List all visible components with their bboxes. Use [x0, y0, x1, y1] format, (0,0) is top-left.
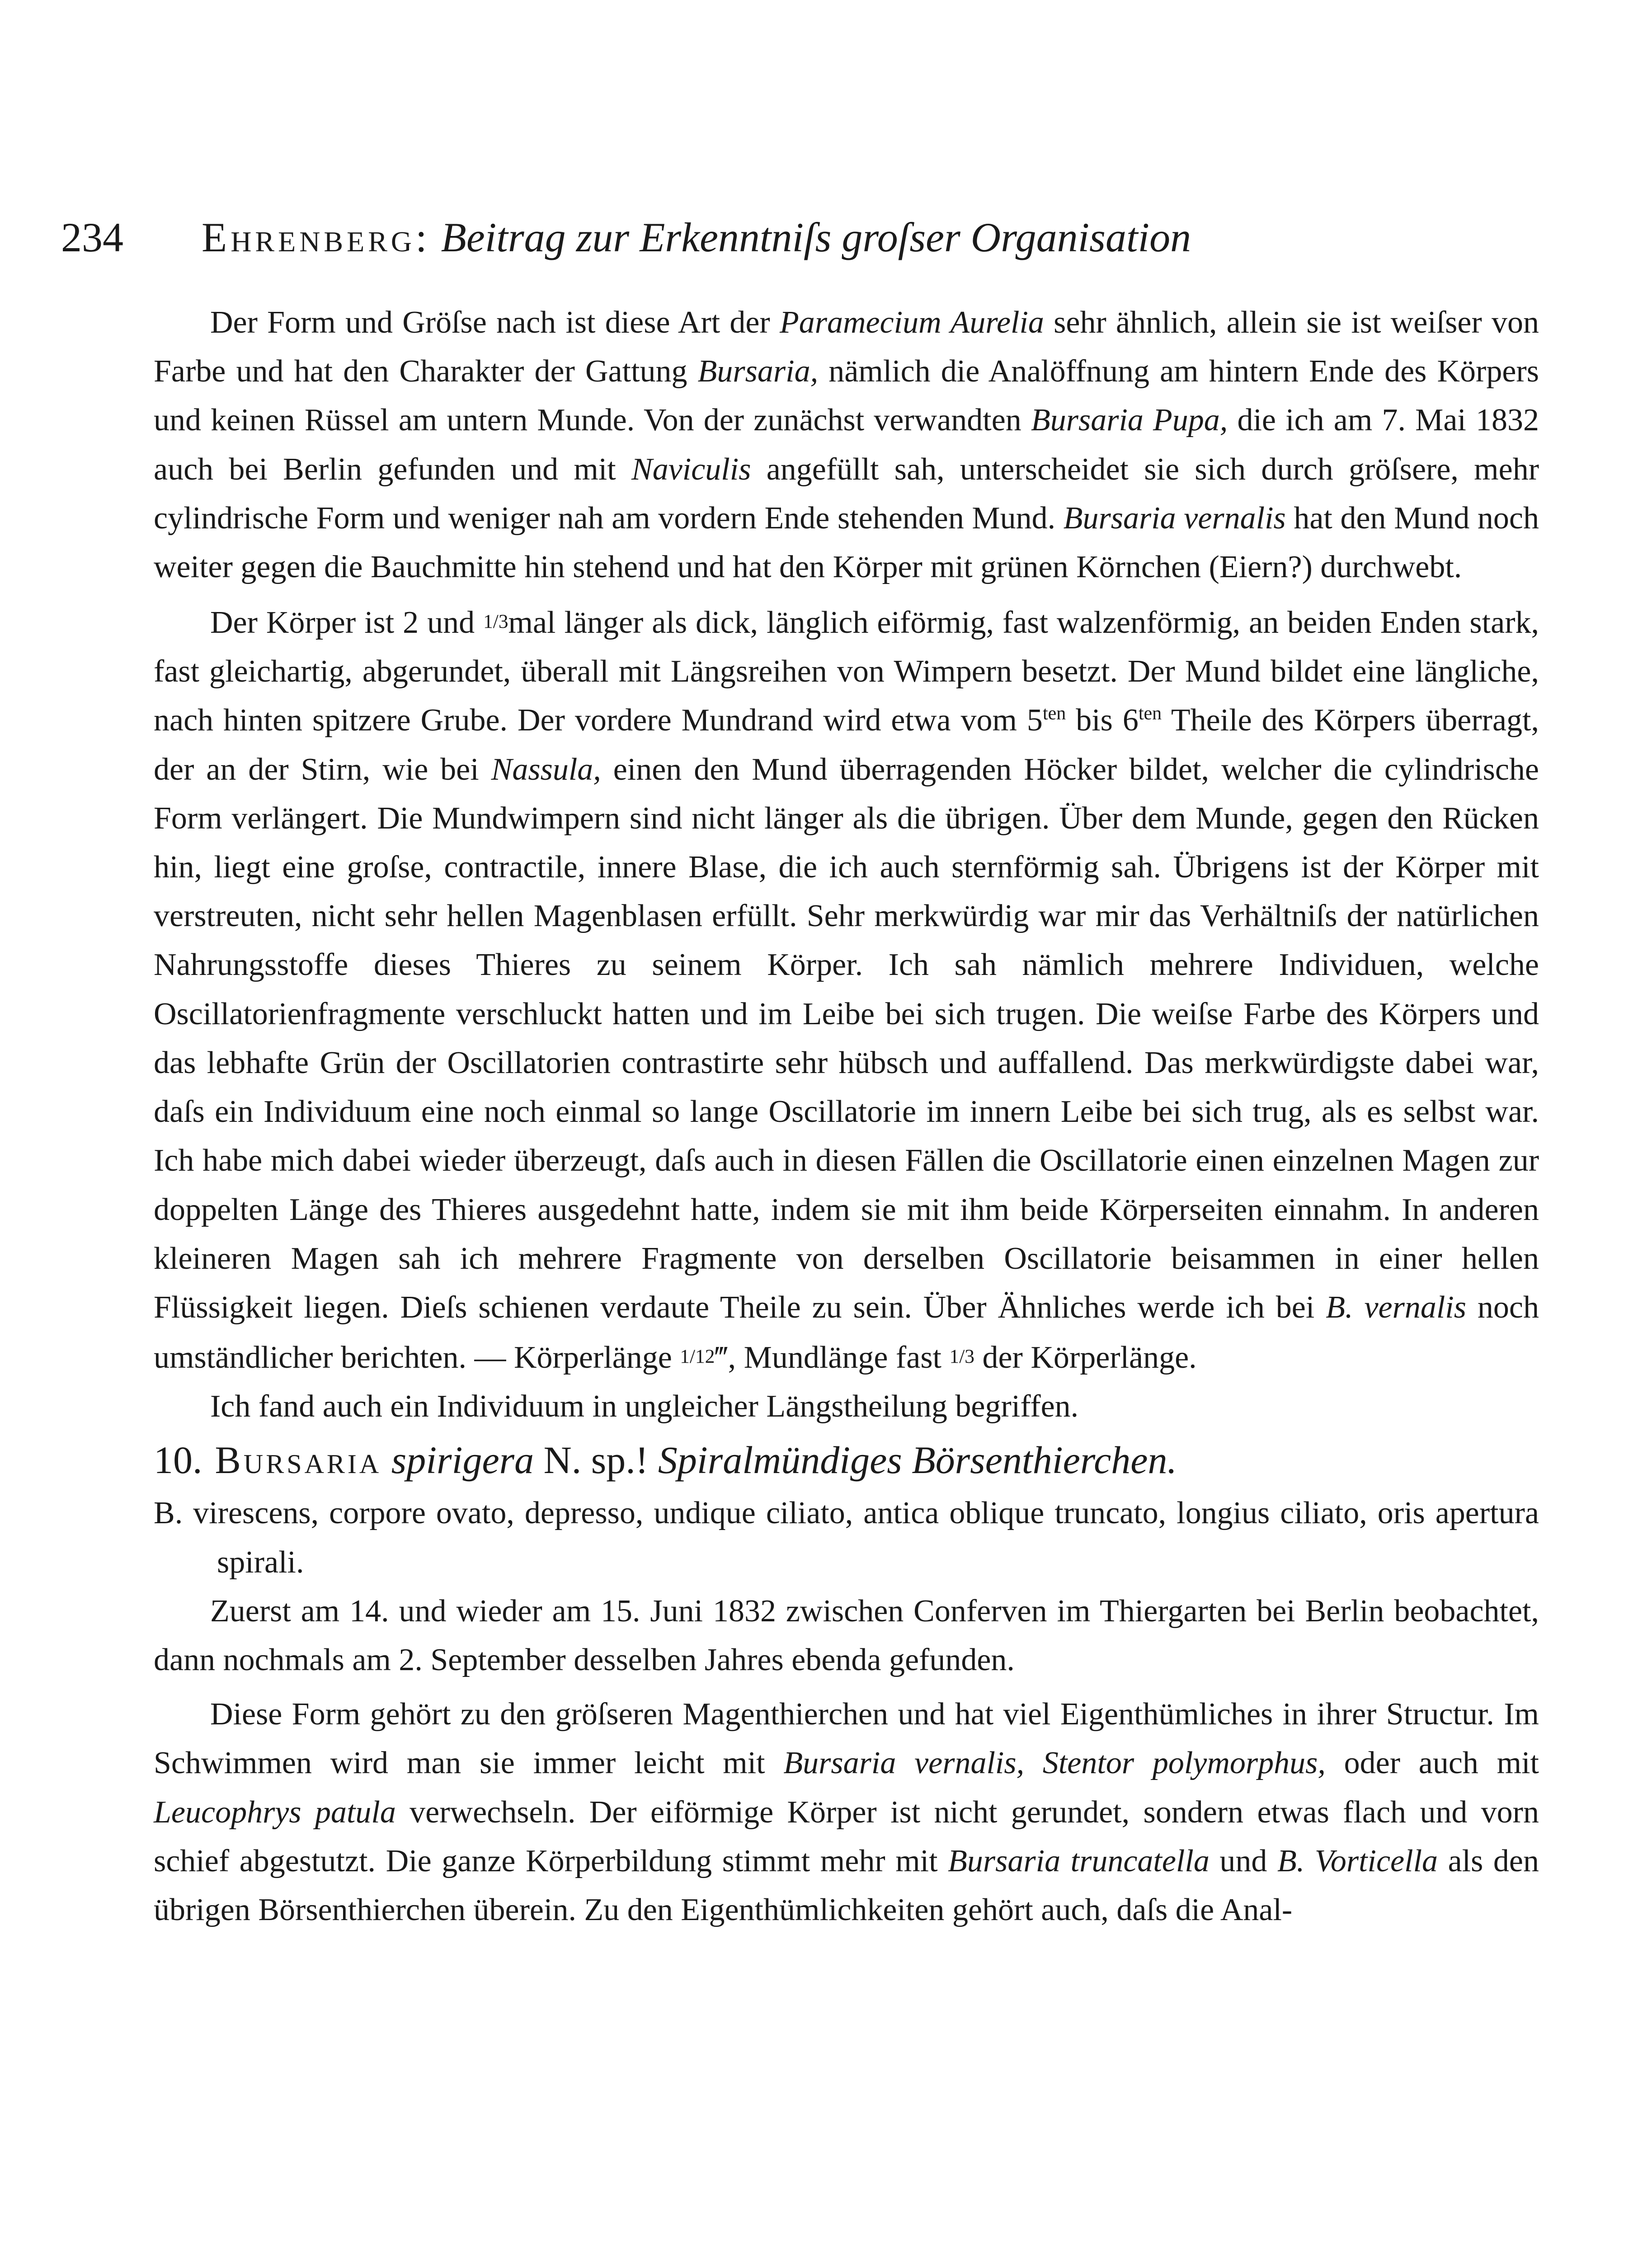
text-run: hat den Mund noch weiter gegen die Bauchmitte hin stehend und hat den Körper mit grünen Körnchen (Eiern?) durchwebt. [154, 500, 1539, 585]
text-run: noch umständlicher berichten. — Körperlänge [154, 1290, 1539, 1375]
species-name: Bursaria vernalis [1063, 500, 1286, 536]
text-run: mal länger als dick, länglich eiförmig, fast walzenförmig, an beiden Enden stark, fast gleichartig, abgerundet, überall mit Längsreihen von Wimpern besetzt. Der Mund bildet eine längliche, nach hinten spitzere Grube. Der vordere Mundrand wird etwa vom 5 [154, 605, 1539, 738]
text-run: der Körperlänge. [974, 1340, 1197, 1375]
fraction: 1/3 [483, 611, 508, 633]
species-name: Paramecium Aurelia [779, 305, 1044, 340]
ordinal-suffix: ten [1138, 703, 1162, 725]
header-author: Ehrenberg: [202, 214, 431, 260]
section-number: 10. [154, 1438, 202, 1482]
text-run: die ich am 7. Mai 1832 auch bei Berlin gefunden und mit [154, 403, 1539, 487]
text-run: sehr ähnlich, allein sie ist weiſser von Farbe und hat den Charakter der Gattung [154, 305, 1539, 389]
ordinal-suffix: ten [1042, 703, 1066, 725]
species-name: Naviculis [631, 452, 751, 487]
species-name: Bursaria truncatella [948, 1843, 1210, 1879]
text-run: ‴, Mundlänge fast [715, 1340, 950, 1375]
species-epithet: spirigera [391, 1438, 534, 1482]
text-run [1024, 1746, 1043, 1780]
paragraph-1 [154, 298, 1539, 592]
new-species-mark: N. sp.! [534, 1438, 658, 1482]
text-run: und [1209, 1843, 1277, 1879]
text-run: Der Form und Gröſse nach ist diese Art der [210, 305, 780, 340]
text-run: verwechseln. Der eiförmige Körper ist nicht gerundet, sondern etwas flach und vorn schief abgestutzt. Die ganze Körperbildung stimmt mehr mit [154, 1794, 1539, 1879]
header-title: Beitrag zur Erkenntniſs groſser Organisation [441, 214, 1191, 260]
text-run: Diese Form gehört zu den gröſseren Magenthierchen und hat viel Eigenthümliches in ihrer Structur. Im Schwimmen wird man sie immer leicht mit [154, 1697, 1539, 1781]
species-name: Nassula, [491, 752, 601, 787]
text-run: nämlich die Analöffnung am hintern Ende des Körpers und keinen Rüssel am untern Munde. Von der zunächst verwandten [154, 354, 1539, 438]
species-name: B. vernalis [1326, 1290, 1466, 1325]
species-name: Leucophrys patula [154, 1794, 396, 1830]
section-heading-10 [154, 1431, 1539, 1489]
species-name: Stentor polymorphus, [1042, 1746, 1326, 1781]
paragraph-5 [154, 1690, 1539, 1935]
text-run: Theile des Körpers überragt, der an der Stirn, wie bei [154, 703, 1539, 787]
text-run: Der Körper ist 2 und [210, 605, 484, 640]
page-number: 234 [61, 214, 123, 260]
species-name: B. Vorticella [1277, 1843, 1438, 1879]
species-name: Bursaria, [697, 354, 819, 389]
running-header [61, 212, 1571, 262]
text-run: bis 6 [1066, 703, 1139, 738]
text-run: als den übrigen Börsenthierchen überein. Zu den Eigenthümlichkeiten gehört auch, daſs die Anal- [154, 1843, 1539, 1927]
paragraph-3: Ich fand auch ein Individuum in ungleicher Längstheilung begriffen. [210, 1389, 1079, 1424]
paragraph-2 [154, 597, 1539, 1382]
fraction: 1/12 [680, 1346, 715, 1368]
latin-diagnosis: B. virescens, corpore ovato, depresso, undique ciliato, antica oblique truncato, longius ciliato, oris apertura spirali. [154, 1496, 1539, 1580]
text-run: einen den Mund überragenden Höcker bildet, welcher die cylindrische Form verlängert. Die Mundwimpern sind nicht länger als die übrigen. Über dem Munde, gegen den Rücken hin, liegt eine groſse, contractile, innere Blase, die ich auch sternförmig sah. Übrigens ist der Körper mit verstreuten, nicht sehr hellen Magenblasen erfüllt. Sehr merkwürdig war mir das Verhältniſs der natürlichen Nahrungsstoffe dieses Thieres zu seinem Körper. Ich sah nämlich mehrere Individuen, welche Oscillatorienfragmente verschluckt hatten und im Leibe bei sich trugen. Die weiſse Farbe des Körpers und das lebhafte Grün der Oscillatorien contrastirte sehr hübsch und auffallend. Das merkwürdigste dabei war, daſs ein Individuum eine noch einmal so lange Oscillatorie im innern Leibe bei sich trug, als es selbst war. Ich habe mich dabei wieder überzeugt, daſs auch in diesen Fällen die Oscillatorie einen einzelnen Magen zur doppelten Länge des Thieres ausgedehnt hatte, indem sie mit ihm beide Körperseiten einnahm. In anderen kleineren Magen sah ich mehrere Fragmente von derselben Oscillatorie beisammen in einer hellen Flüssigkeit liegen. Dieſs schienen verdaute Theile zu sein. Über Ähnliches werde ich bei [154, 752, 1539, 1325]
genus-name: Bursaria [215, 1438, 382, 1482]
paragraph-4: Zuerst am 14. und wieder am 15. Juni 1832 zwischen Conferven im Thiergarten bei Berlin beobachtet, dann nochmals am 2. September desselben Jahres ebenda gefunden. [154, 1593, 1539, 1677]
fraction: 1/3 [949, 1346, 974, 1368]
species-name: Bursaria vernalis, [783, 1746, 1025, 1781]
species-name: Bursaria Pupa, [1031, 403, 1228, 438]
text-run: oder auch mit [1325, 1746, 1539, 1781]
common-name: Spiralmündiges Börsenthierchen. [658, 1438, 1177, 1482]
text-run: angefüllt sah, unterscheidet sie sich durch gröſsere, mehr cylindrische Form und weniger nah am vordern Ende stehenden Mund. [154, 452, 1539, 536]
body-text [154, 298, 1539, 1935]
